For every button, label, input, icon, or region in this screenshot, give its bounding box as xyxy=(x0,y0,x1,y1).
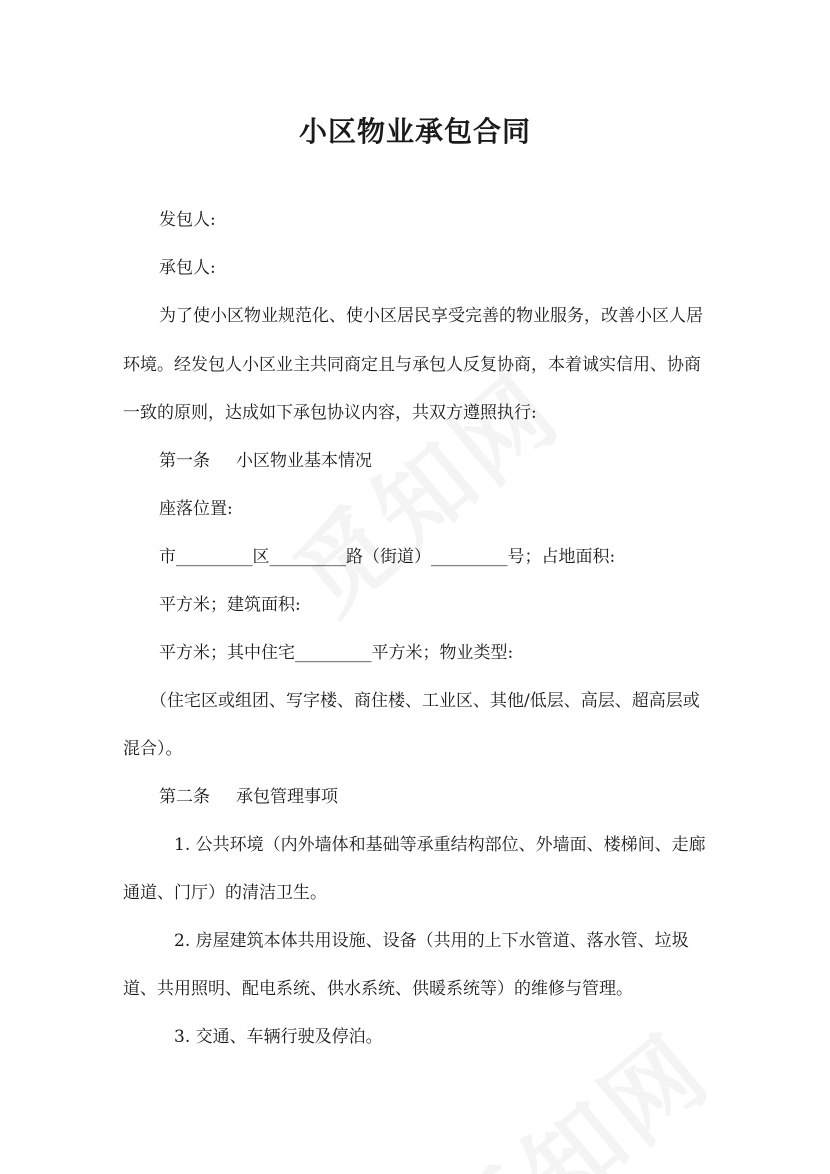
preamble-line: 环境。经发包人小区业主共同商定且与承包人反复协商，本着诚实信用、协商 xyxy=(123,355,701,375)
article2-heading xyxy=(159,785,338,809)
watermark xyxy=(262,338,584,640)
location-label: 座落位置: xyxy=(159,499,233,519)
article2-number: 第二条 xyxy=(159,787,210,807)
area-line: 平方米；建筑面积: xyxy=(159,595,301,615)
article1-heading xyxy=(159,449,372,473)
watermark xyxy=(412,998,734,1174)
list-item-continuation: 通道、门厅）的清洁卫生。 xyxy=(123,883,327,903)
property-type-line: 混合）。 xyxy=(123,739,183,759)
article2-title: 承包管理事项 xyxy=(236,787,338,807)
preamble-line: 为了使小区物业规范化、使小区居民享受完善的物业服务，改善小区人居 xyxy=(159,306,703,326)
list-item-continuation: 道、共用照明、配电系统、供水系统、供暖系统等）的维修与管理。 xyxy=(123,979,633,999)
article1-title: 小区物业基本情况 xyxy=(236,451,372,471)
fabao-label: 发包人: xyxy=(159,210,216,230)
document-title: 小区物业承包合同 xyxy=(298,115,531,148)
chengbao-label: 承包人: xyxy=(159,258,216,278)
area-line: 平方米；其中住宅_________平方米；物业类型: xyxy=(159,643,514,663)
article1-number: 第一条 xyxy=(159,451,210,471)
address-line: 市_________区_________路（街道）_________号；占地面积: xyxy=(159,547,616,567)
preamble-line: 一致的原则，达成如下承包协议内容，共双方遵照执行: xyxy=(123,403,537,423)
list-item: 3. 交通、车辆行驶及停泊。 xyxy=(174,1027,383,1047)
list-item: 2. 房屋建筑本体共用设施、设备（共用的上下水管道、落水管、垃圾 xyxy=(174,931,689,951)
property-type-line: （住宅区或组团、写字楼、商住楼、工业区、其他/低层、高层、超高层或 xyxy=(150,691,700,711)
list-item: 1. 公共环境（内外墙体和基础等承重结构部位、外墙面、楼梯间、走廊 xyxy=(174,835,706,855)
